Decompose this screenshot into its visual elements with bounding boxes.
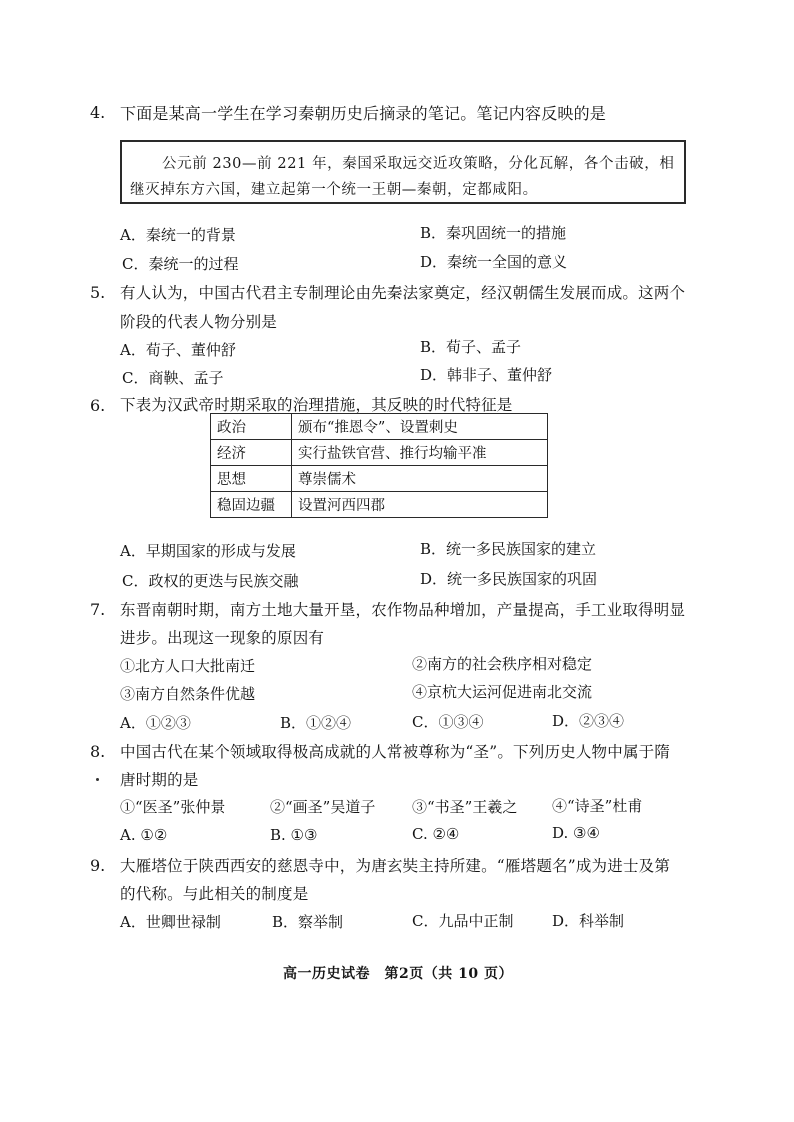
table-row (211, 466, 548, 492)
q9-number: 9. (90, 856, 106, 875)
q5-option-d[interactable]: D．韩非子、董仲舒 (420, 366, 553, 384)
q8-option-c[interactable]: C. ②④ (412, 825, 460, 843)
q4-quote-line-2: 继灭掉东方六国，建立起第一个统一王朝—秦朝，定都咸阳。 (130, 182, 538, 198)
q4-quote-box (120, 140, 686, 204)
table-cell-key: 稳固边疆 (211, 492, 292, 518)
q9-option-c[interactable]: C．九品中正制 (412, 912, 514, 930)
q8-stem-line-2: 唐时期的是 (120, 771, 199, 789)
q9-option-a[interactable]: A．世卿世禄制 (120, 913, 221, 931)
q8-item-3: ③“书圣”王羲之 (412, 798, 518, 816)
q4-option-b[interactable]: B．秦巩固统一的措施 (420, 224, 567, 242)
q9-option-d[interactable]: D．科举制 (552, 912, 625, 930)
q7-stem-line-1: 东晋南朝时期，南方土地大量开垦，农作物品种增加，产量提高，手工业取得明显 (120, 601, 686, 619)
table-cell-key: 思想 (211, 466, 292, 492)
q4-number: 4. (90, 103, 106, 122)
q7-item-2: ②南方的社会秩序相对稳定 (412, 655, 593, 673)
q7-item-1: ①北方人口大批南迁 (120, 657, 256, 675)
q4-option-d[interactable]: D．秦统一全国的意义 (420, 253, 568, 271)
table-cell-value: 尊崇儒术 (292, 466, 548, 492)
q6-number: 6. (90, 396, 106, 415)
q8-option-d[interactable]: D. ③④ (552, 824, 600, 842)
q6-option-b[interactable]: B．统一多民族国家的建立 (420, 540, 597, 558)
q7-option-d[interactable]: D．②③④ (552, 712, 625, 730)
page-footer: 高一历史试卷 第2页（共 10 页） (283, 966, 513, 982)
q9-stem-line-1: 大雁塔位于陕西西安的慈恩寺中，为唐玄奘主持所建。“雁塔题名”成为进士及第 (120, 857, 671, 875)
q7-item-3: ③南方自然条件优越 (120, 685, 256, 703)
q6-policy-table (210, 413, 548, 518)
q4-quote-line-1: 公元前 230—前 221 年，秦国采取远交近攻策略，分化瓦解，各个击破，相 (162, 156, 675, 172)
table-row (211, 492, 548, 518)
table-cell-key: 经济 (211, 440, 292, 466)
table-row (211, 440, 548, 466)
q7-option-a[interactable]: A．①②③ (120, 714, 191, 732)
q5-number: 5. (90, 283, 106, 302)
q8-option-b[interactable]: B. ①③ (270, 826, 318, 844)
q8-item-2: ②“画圣”吴道子 (270, 798, 376, 816)
q8-option-a[interactable]: A. ①② (120, 826, 168, 844)
q5-option-a[interactable]: A．荀子、董仲舒 (120, 341, 236, 359)
q5-stem-line-2: 阶段的代表人物分别是 (120, 313, 278, 331)
q5-option-b[interactable]: B．荀子、孟子 (420, 338, 522, 356)
q6-option-a[interactable]: A．早期国家的形成与发展 (120, 542, 296, 560)
table-cell-value: 实行盐铁官营、推行均输平准 (292, 440, 548, 466)
q7-item-4: ④京杭大运河促进南北交流 (412, 683, 593, 701)
q4-option-c[interactable]: C．秦统一的过程 (122, 255, 239, 273)
q4-option-a[interactable]: A．秦统一的背景 (120, 226, 236, 244)
table-cell-key: 政治 (211, 414, 292, 440)
q8-number: 8. (90, 742, 106, 761)
q7-option-b[interactable]: B．①②④ (280, 714, 352, 732)
q8-item-4: ④“诗圣”杜甫 (552, 797, 643, 815)
q8-stem-line-1: 中国古代在某个领域取得极高成就的人常被尊称为“圣”。下列历史人物中属于隋 (120, 743, 671, 761)
q7-option-c[interactable]: C．①③④ (412, 713, 484, 731)
q5-option-c[interactable]: C．商鞅、孟子 (122, 369, 224, 387)
q6-option-c[interactable]: C．政权的更迭与民族交融 (122, 572, 299, 590)
table-cell-value: 设置河西四郡 (292, 492, 548, 518)
stray-mark (96, 778, 99, 781)
q4-stem: 下面是某高一学生在学习秦朝历史后摘录的笔记。笔记内容反映的是 (120, 104, 607, 123)
q9-option-b[interactable]: B．察举制 (272, 913, 344, 931)
table-cell-value: 颁布“推恩令”、设置刺史 (292, 414, 548, 440)
q8-item-1: ①“医圣”张仲景 (120, 798, 226, 816)
table-row (211, 414, 548, 440)
q9-stem-line-2: 的代称。与此相关的制度是 (120, 885, 309, 903)
q6-option-d[interactable]: D．统一多民族国家的巩固 (420, 570, 598, 588)
q7-number: 7. (90, 600, 106, 619)
q6-stem: 下表为汉武帝时期采取的治理措施，其反映的时代特征是 (120, 396, 513, 414)
q7-stem-line-2: 进步。出现这一现象的原因有 (120, 629, 325, 647)
q5-stem-line-1: 有人认为，中国古代君主专制理论由先秦法家奠定，经汉朝儒生发展而成。这两个 (120, 284, 686, 302)
